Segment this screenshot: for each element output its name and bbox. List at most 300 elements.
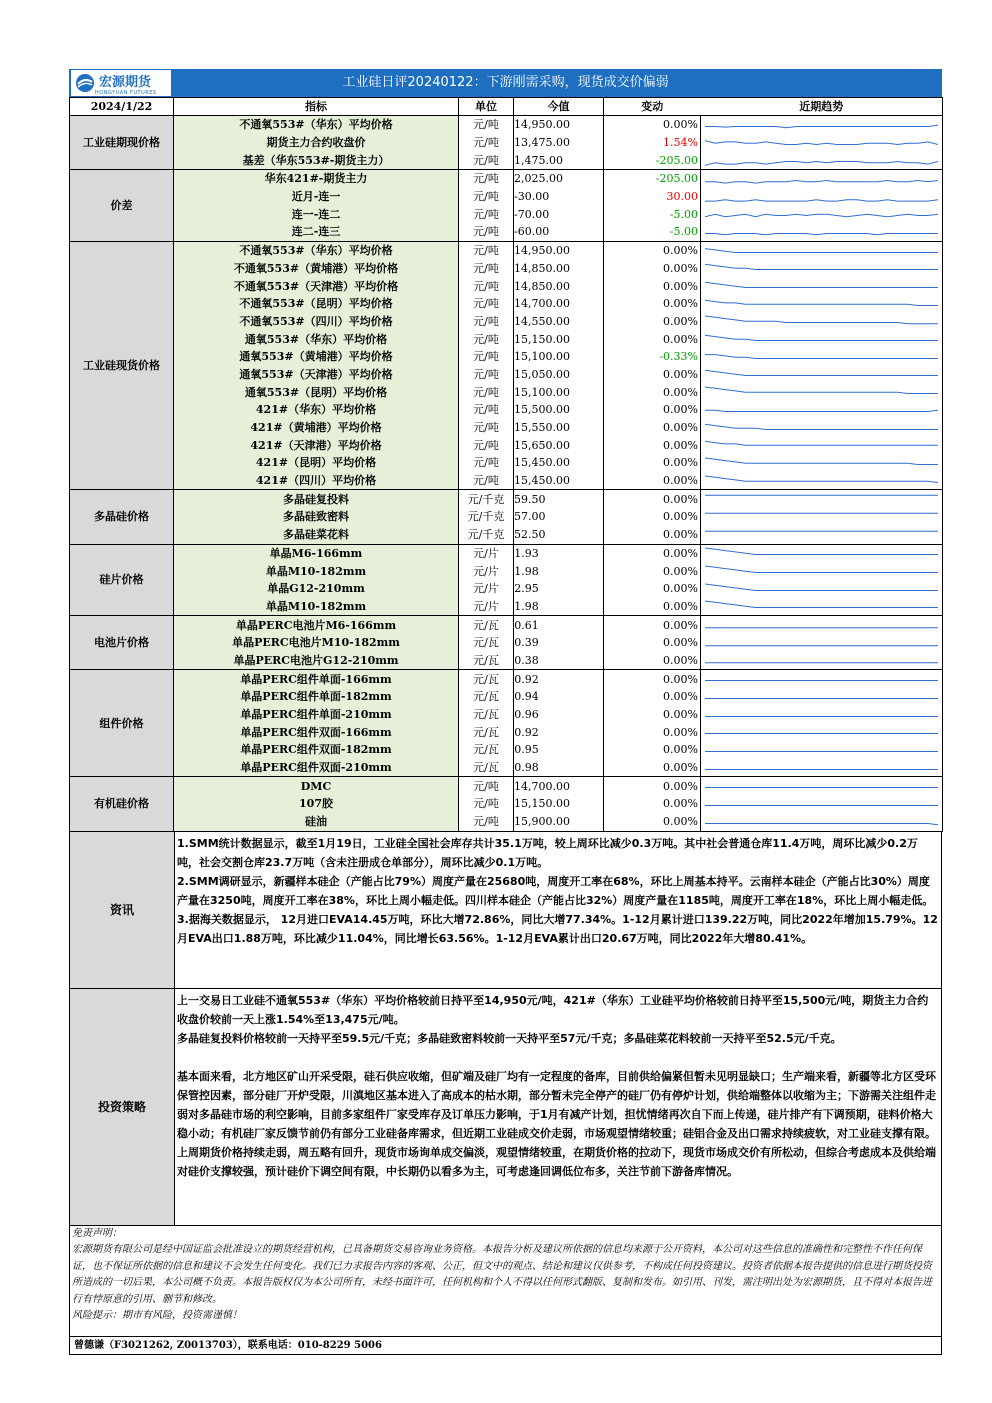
trend-line [705, 354, 938, 358]
unit-cell: 元/瓦 [459, 616, 514, 634]
change-cell: 0.00% [604, 544, 701, 562]
trend-sparkline [705, 778, 938, 794]
unit-cell: 元/吨 [459, 419, 514, 437]
table-row [70, 688, 943, 706]
trend-sparkline [705, 171, 938, 187]
header-indicator: 指标 [174, 98, 459, 116]
indicator-name: 单晶G12-210mm [174, 580, 459, 598]
trend-sparkline [705, 473, 938, 489]
change-cell: 0.00% [604, 580, 701, 598]
logo-text: 宏源期货 [99, 74, 152, 90]
news-label: 资讯 [70, 832, 175, 988]
indicator-name: 不通氧553#（昆明）平均价格 [174, 295, 459, 313]
trend-cell [701, 598, 943, 616]
unit-cell: 元/吨 [459, 348, 514, 366]
change-cell: 0.00% [604, 260, 701, 278]
category-cell: 有机硅价格 [70, 777, 174, 831]
value-cell: 15,150.00 [514, 330, 604, 348]
indicator-name: 多晶硅菜花料 [174, 526, 459, 544]
trend-cell [701, 260, 943, 278]
trend-sparkline [705, 635, 938, 651]
news-item: 3.据海关数据显示， 12月进口EVA14.45万吨，环比大增72.86%，同比大增77.34%。1-12月累计进口139.22万吨，同比2022年增加15.79%。12月EVA出口1.88万吨，环比减少11.04%，同比增长63.56%。1-12月EVA累计出口20.67万吨，同比2022年大增80.41%。 [177, 912, 938, 945]
value-cell: 14,550.00 [514, 313, 604, 331]
value-cell: 1.98 [514, 562, 604, 580]
header-date: 2024/1/22 [70, 98, 174, 116]
trend-cell [701, 508, 943, 526]
unit-cell: 元/瓦 [459, 723, 514, 741]
table-row [70, 151, 943, 169]
trend-sparkline [705, 455, 938, 471]
table-row [70, 598, 943, 616]
change-cell: 0.00% [604, 330, 701, 348]
unit-cell: 元/吨 [459, 151, 514, 169]
value-cell: 15,450.00 [514, 472, 604, 490]
trend-cell [701, 170, 943, 188]
trend-cell [701, 223, 943, 241]
trend-sparkline [705, 617, 938, 633]
indicator-name: 通氧553#（华东）平均价格 [174, 330, 459, 348]
table-row [70, 188, 943, 206]
category-cell: 电池片价格 [70, 616, 174, 670]
trend-cell [701, 670, 943, 688]
change-cell: 0.00% [604, 490, 701, 508]
trend-sparkline [705, 420, 938, 436]
indicator-name: 单晶PERC电池片G12-210mm [174, 652, 459, 670]
trend-line [705, 476, 938, 483]
indicator-name: 不通氧553#（华东）平均价格 [174, 116, 459, 134]
change-cell: 0.00% [604, 706, 701, 724]
table-row [70, 670, 943, 688]
unit-cell: 元/吨 [459, 330, 514, 348]
category-cell: 多晶硅价格 [70, 490, 174, 544]
unit-cell: 元/吨 [459, 277, 514, 295]
trend-cell [701, 813, 943, 831]
value-cell: 0.39 [514, 634, 604, 652]
unit-cell: 元/瓦 [459, 652, 514, 670]
value-cell: 15,100.00 [514, 348, 604, 366]
change-cell: 0.00% [604, 688, 701, 706]
value-cell: 57.00 [514, 508, 604, 526]
change-cell: 0.00% [604, 741, 701, 759]
unit-cell: 元/瓦 [459, 759, 514, 777]
trend-sparkline [705, 760, 938, 776]
category-cell: 硅片价格 [70, 544, 174, 616]
trend-sparkline [705, 117, 938, 133]
trend-line [705, 233, 938, 234]
trend-cell [701, 759, 943, 777]
table-row [70, 759, 943, 777]
trend-sparkline [705, 814, 938, 830]
trend-cell [701, 706, 943, 724]
unit-cell: 元/吨 [459, 795, 514, 813]
value-cell: 15,450.00 [514, 454, 604, 472]
category-cell: 组件价格 [70, 670, 174, 777]
news-item: 2.SMM调研显示，新疆样本硅企（产能占比79%）周度产量在25680吨，周度开工率在68%，环比上周基本持平。云南样本硅企（产能占比30%）周度产量在3250吨，周度开工率在38%，环比上周小幅走低。四川样本硅企（产能占比32%）周度产量在1185吨，周度开工率在18%，环比上周小幅走低。 [177, 874, 934, 907]
trend-sparkline [705, 384, 938, 400]
trend-sparkline [705, 796, 938, 812]
table-row [70, 436, 943, 454]
header-change: 变动 [604, 98, 701, 116]
logo-icon [75, 73, 95, 93]
report-header [69, 69, 942, 97]
value-cell: 14,700.00 [514, 295, 604, 313]
table-row [70, 777, 943, 795]
indicator-name: 单晶M10-182mm [174, 562, 459, 580]
trend-line [705, 214, 938, 217]
unit-cell: 元/吨 [459, 813, 514, 831]
value-cell: 0.96 [514, 706, 604, 724]
table-row [70, 313, 943, 331]
unit-cell: 元/吨 [459, 223, 514, 241]
value-cell: 2,025.00 [514, 170, 604, 188]
trend-sparkline [705, 724, 938, 740]
trend-cell [701, 436, 943, 454]
trend-line [705, 584, 938, 591]
trend-cell [701, 313, 943, 331]
indicator-name: 单晶PERC组件双面-210mm [174, 759, 459, 777]
unit-cell: 元/瓦 [459, 688, 514, 706]
strategy-paragraph: 多晶硅复投料价格较前一天持平至59.5元/千克；多晶硅致密料较前一天持平至57元/千克；多晶硅菜花料较前一天持平至52.5元/千克。 [177, 1031, 842, 1045]
change-cell: -0.33% [604, 348, 701, 366]
indicator-name: 近月-连一 [174, 188, 459, 206]
change-cell: 0.00% [604, 526, 701, 544]
trend-cell [701, 652, 943, 670]
trend-line [705, 282, 938, 287]
trend-line [705, 371, 938, 376]
value-cell: 0.95 [514, 741, 604, 759]
unit-cell: 元/千克 [459, 490, 514, 508]
change-cell: 0.00% [604, 634, 701, 652]
indicator-name: 421#（华东）平均价格 [174, 401, 459, 419]
change-cell: 0.00% [604, 241, 701, 259]
value-cell: 1.98 [514, 598, 604, 616]
category-cell: 工业硅期现价格 [70, 116, 174, 170]
trend-cell [701, 134, 943, 152]
price-table [69, 97, 943, 832]
value-cell: 15,050.00 [514, 366, 604, 384]
category-cell: 工业硅现货价格 [70, 241, 174, 490]
trend-sparkline [705, 598, 938, 614]
unit-cell: 元/片 [459, 544, 514, 562]
trend-cell [701, 205, 943, 223]
table-row [70, 634, 943, 652]
strategy-label: 投资策略 [70, 989, 175, 1225]
value-cell: 1.93 [514, 544, 604, 562]
change-cell: 0.00% [604, 616, 701, 634]
trend-sparkline [705, 152, 938, 168]
trend-cell [701, 544, 943, 562]
strategy-paragraph [177, 1048, 939, 1067]
table-row [70, 454, 943, 472]
change-cell: 0.00% [604, 401, 701, 419]
trend-sparkline [705, 652, 938, 668]
change-cell: -205.00 [604, 151, 701, 169]
indicator-name: 期货主力合约收盘价 [174, 134, 459, 152]
trend-sparkline [705, 437, 938, 453]
change-cell: 0.00% [604, 759, 701, 777]
indicator-name: 单晶PERC电池片M6-166mm [174, 616, 459, 634]
indicator-name: 421#（昆明）平均价格 [174, 454, 459, 472]
news-section [69, 832, 942, 989]
indicator-name: 107胶 [174, 795, 459, 813]
table-row [70, 419, 943, 437]
indicator-name: DMC [174, 777, 459, 795]
trend-cell [701, 348, 943, 366]
strategy-paragraph: 上一交易日工业硅不通氧553#（华东）平均价格较前日持平至14,950元/吨，421#（华东）工业硅平均价格较前日持平至15,500元/吨，期货主力合约收盘价较前一天上涨1.54%至13,475元/吨。 [177, 993, 929, 1026]
unit-cell: 元/吨 [459, 383, 514, 401]
table-row [70, 706, 943, 724]
trend-line [705, 199, 938, 200]
trend-sparkline [705, 707, 938, 723]
table-row [70, 490, 943, 508]
value-cell: 0.61 [514, 616, 604, 634]
value-cell: 15,500.00 [514, 401, 604, 419]
indicator-name: 基差（华东553#-期货主力） [174, 151, 459, 169]
indicator-name: 多晶硅致密料 [174, 508, 459, 526]
trend-line [705, 162, 938, 166]
header-unit: 单位 [459, 98, 514, 116]
trend-line [705, 180, 938, 183]
trend-sparkline [705, 224, 938, 240]
trend-line [705, 424, 938, 429]
value-cell: 59.50 [514, 490, 604, 508]
table-header-row [70, 98, 943, 116]
news-item: 1.SMM统计数据显示，截至1月19日，工业硅全国社会库存共计35.1万吨，较上周环比减少0.3万吨。其中社会普通仓库11.4万吨，周环比减少0.2万吨，社会交割仓库23.7万吨（含未注册成仓单部分），周环比减少0.1万吨。 [177, 836, 918, 869]
trend-cell [701, 419, 943, 437]
trend-sparkline [705, 206, 938, 222]
trend-sparkline [705, 189, 938, 205]
trend-cell [701, 151, 943, 169]
trend-cell [701, 723, 943, 741]
table-row [70, 401, 943, 419]
strategy-paragraph: 基本面来看，北方地区矿山开采受限，硅石供应收缩，但矿端及硅厂均有一定程度的备库，目前供给偏紧但暂未见明显缺口；生产端来看，新疆等北方区受环保管控因素，部分硅厂开炉受限，川滇地区基本进入了高成本的枯水期，部分暂未完全停产的硅厂仍有停炉计划，供给端整体以收缩为主；下游需关注组件走弱对多晶硅市场的利空影响，目前多家组件厂家受库存及订单压力影响，于1月有减产计划，担忧情绪再次自下而上传递，硅片排产有下调预期，硅料价格大稳小动；有机硅厂家反馈节前仍有部分工业硅备库需求，但近期工业硅成交价走弱，市场观望情绪较重；硅铝合金及出口需求持续疲软，对工业硅支撑有限。 [177, 1069, 936, 1140]
trend-cell [701, 634, 943, 652]
trend-sparkline [705, 689, 938, 705]
trend-cell [701, 277, 943, 295]
table-row [70, 795, 943, 813]
table-row [70, 134, 943, 152]
value-cell: 1,475.00 [514, 151, 604, 169]
value-cell: -30.00 [514, 188, 604, 206]
trend-cell [701, 616, 943, 634]
trend-cell [701, 688, 943, 706]
indicator-name: 多晶硅复投料 [174, 490, 459, 508]
change-cell: 0.00% [604, 366, 701, 384]
trend-line [705, 566, 938, 573]
change-cell: 0.00% [604, 813, 701, 831]
change-cell: 0.00% [604, 562, 701, 580]
report-title: 工业硅日评20240122：下游刚需采购，现货成交价偏弱 [342, 75, 669, 90]
indicator-name: 单晶M10-182mm [174, 598, 459, 616]
trend-sparkline [705, 581, 938, 597]
value-cell: 0.94 [514, 688, 604, 706]
table-row [70, 562, 943, 580]
unit-cell: 元/瓦 [459, 706, 514, 724]
risk-warning: 风险提示：期市有风险，投资需谨慎！ [72, 1310, 242, 1321]
change-cell: 0.00% [604, 670, 701, 688]
trend-cell [701, 580, 943, 598]
indicator-name: 华东421#-期货主力 [174, 170, 459, 188]
disclaimer [69, 1226, 942, 1337]
trend-line [705, 125, 938, 128]
table-row [70, 170, 943, 188]
strategy-paragraph: 上周期货价格持续走弱，周五略有回升，现货市场询单成交偏淡，观望情绪较重，在期货价格的拉动下，现货市场成交价有所松动，但综合考虑成本及供给端对硅价支撑较强，预计硅价下调空间有限，中长期仍以看多为主，可考虑逢回调低位布多，关注节前下游备库情况。 [177, 1145, 936, 1178]
header-value: 今值 [514, 98, 604, 116]
table-row [70, 260, 943, 278]
unit-cell: 元/片 [459, 562, 514, 580]
strategy-body [175, 989, 941, 1225]
header-trend: 近期趋势 [701, 98, 943, 116]
change-cell: 0.00% [604, 454, 701, 472]
change-cell: 0.00% [604, 795, 701, 813]
value-cell: 14,950.00 [514, 241, 604, 259]
value-cell: 0.38 [514, 652, 604, 670]
value-cell: 14,850.00 [514, 277, 604, 295]
table-row [70, 526, 943, 544]
unit-cell: 元/吨 [459, 205, 514, 223]
report-sheet [69, 69, 942, 1355]
trend-sparkline [705, 349, 938, 365]
table-row [70, 616, 943, 634]
trend-sparkline [705, 366, 938, 382]
table-row [70, 741, 943, 759]
category-cell: 价差 [70, 170, 174, 242]
unit-cell: 元/吨 [459, 436, 514, 454]
indicator-name: 不通氧553#（天津港）平均价格 [174, 277, 459, 295]
value-cell: 0.98 [514, 759, 604, 777]
indicator-name: 连一-连二 [174, 205, 459, 223]
unit-cell: 元/吨 [459, 134, 514, 152]
indicator-name: 不通氧553#（华东）平均价格 [174, 241, 459, 259]
table-row [70, 383, 943, 401]
change-cell: 0.00% [604, 723, 701, 741]
change-cell: 0.00% [604, 116, 701, 134]
change-cell: 0.00% [604, 777, 701, 795]
strategy-section [69, 989, 942, 1226]
unit-cell: 元/吨 [459, 170, 514, 188]
trend-sparkline [705, 545, 938, 561]
trend-sparkline [705, 671, 938, 687]
indicator-name: 单晶PERC组件双面-166mm [174, 723, 459, 741]
indicator-name: 通氧553#（昆明）平均价格 [174, 383, 459, 401]
news-body [175, 832, 941, 988]
trend-sparkline [705, 135, 938, 151]
change-cell: 0.00% [604, 436, 701, 454]
indicator-name: 单晶PERC组件单面-182mm [174, 688, 459, 706]
logo-subtext: HONGYUAN FUTURES [95, 89, 157, 96]
trend-sparkline [705, 243, 938, 259]
unit-cell: 元/吨 [459, 401, 514, 419]
indicator-name: 单晶M6-166mm [174, 544, 459, 562]
value-cell: 13,475.00 [514, 134, 604, 152]
unit-cell: 元/吨 [459, 188, 514, 206]
indicator-name: 421#（黄埔港）平均价格 [174, 419, 459, 437]
table-row [70, 205, 943, 223]
trend-cell [701, 490, 943, 508]
value-cell: -70.00 [514, 205, 604, 223]
trend-line [705, 335, 938, 340]
trend-line [705, 442, 938, 446]
unit-cell: 元/瓦 [459, 741, 514, 759]
change-cell: 0.00% [604, 313, 701, 331]
unit-cell: 元/吨 [459, 777, 514, 795]
value-cell: 15,650.00 [514, 436, 604, 454]
value-cell: 15,550.00 [514, 419, 604, 437]
trend-cell [701, 295, 943, 313]
unit-cell: 元/千克 [459, 508, 514, 526]
trend-line [705, 265, 938, 270]
trend-cell [701, 562, 943, 580]
change-cell: 0.00% [604, 277, 701, 295]
trend-sparkline [705, 296, 938, 312]
change-cell: 0.00% [604, 383, 701, 401]
trend-line [705, 601, 938, 608]
trend-cell [701, 454, 943, 472]
unit-cell: 元/吨 [459, 454, 514, 472]
change-cell: 0.00% [604, 295, 701, 313]
trend-line [705, 458, 938, 465]
indicator-name: 不通氧553#（黄埔港）平均价格 [174, 260, 459, 278]
indicator-name: 单晶PERC组件单面-210mm [174, 706, 459, 724]
table-row [70, 241, 943, 259]
trend-cell [701, 116, 943, 134]
table-row [70, 366, 943, 384]
unit-cell: 元/吨 [459, 295, 514, 313]
trend-line [705, 548, 938, 555]
value-cell: 14,850.00 [514, 260, 604, 278]
trend-sparkline [705, 313, 938, 329]
change-cell: 1.54% [604, 134, 701, 152]
disclaimer-title: 免责声明： [72, 1227, 122, 1239]
value-cell: 52.50 [514, 526, 604, 544]
disclaimer-text: 宏源期货有限公司是经中国证监会批准设立的期货经营机构，已具备期货交易咨询业务资格。本报告分析及建议所依据的信息均来源于公开资料，本公司对这些信息的准确性和完整性不作任何保证，也不保证所依据的信息和建议不会发生任何变化。我们已力求报告内容的客观、公正，但文中的观点、结论和建议仅供参考，不构成任何投资建议。投资者依据本报告提供的信息进行期货投资所造成的一切后果，本公司概不负责。本报告版权仅为本公司所有，未经书面许可，任何机构和个人不得以任何形式翻版、复制和发布。如引用、刊发，需注明出处为宏源期货，且不得对本报告进行有悖原意的引用、删节和修改。 [72, 1244, 932, 1305]
trend-sparkline [705, 742, 938, 758]
indicator-name: 连二-连三 [174, 223, 459, 241]
table-row [70, 223, 943, 241]
trend-cell [701, 795, 943, 813]
unit-cell: 元/瓦 [459, 634, 514, 652]
table-row [70, 348, 943, 366]
trend-sparkline [705, 527, 938, 543]
change-cell: 0.00% [604, 508, 701, 526]
trend-cell [701, 383, 943, 401]
trend-line [705, 300, 938, 305]
trend-cell [701, 241, 943, 259]
trend-line [705, 823, 938, 824]
value-cell: 15,150.00 [514, 795, 604, 813]
unit-cell: 元/吨 [459, 260, 514, 278]
indicator-name: 不通氧553#（四川）平均价格 [174, 313, 459, 331]
trend-line [705, 387, 938, 394]
table-row [70, 813, 943, 831]
value-cell: -60.00 [514, 223, 604, 241]
indicator-name: 421#（天津港）平均价格 [174, 436, 459, 454]
trend-line [705, 140, 938, 144]
trend-sparkline [705, 509, 938, 525]
unit-cell: 元/吨 [459, 241, 514, 259]
change-cell: 30.00 [604, 188, 701, 206]
unit-cell: 元/片 [459, 580, 514, 598]
indicator-name: 单晶PERC组件双面-182mm [174, 741, 459, 759]
table-row [70, 580, 943, 598]
indicator-name: 单晶PERC电池片M10-182mm [174, 634, 459, 652]
table-row [70, 277, 943, 295]
trend-sparkline [705, 563, 938, 579]
trend-sparkline [705, 331, 938, 347]
value-cell: 2.95 [514, 580, 604, 598]
trend-sparkline [705, 260, 938, 276]
indicator-name: 通氧553#（黄埔港）平均价格 [174, 348, 459, 366]
